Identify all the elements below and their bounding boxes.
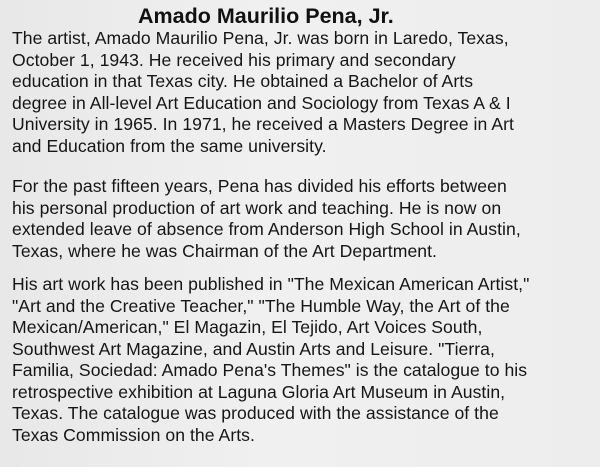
text-line: extended leave of absence from Anderson High School in Austin, — [12, 219, 521, 239]
text-line: October 1, 1943. He received his primary and secondary — [12, 49, 456, 70]
text-line: Texas Commission on the Arts. — [12, 424, 255, 445]
text-line: For the past fifteen years, Pena has divided his efforts between — [12, 176, 507, 196]
paragraph-early-life — [12, 28, 598, 157]
text-line: Mexican/American," El Magazin, El Tejido, Art Voices South, — [12, 317, 483, 337]
text-line: Texas, where he was Chairman of the Art Department. — [12, 240, 437, 261]
text-line: Texas. The catalogue was produced with the assistance of the — [12, 403, 499, 423]
text-line: Southwest Art Magazine, and Austin Arts and Leisure. "Tierra, — [12, 338, 495, 359]
text-line: degree in All-level Art Education and Sociology from Texas A & I — [12, 92, 511, 113]
text-line: University in 1965. In 1971, he received a Masters Degree in Art — [12, 114, 514, 134]
text-line: Familia, Sociedad: Amado Pena's Themes" is the catalogue to his — [12, 360, 528, 380]
paragraph-publications — [12, 274, 598, 446]
text-line: education in that Texas city. He obtained a Bachelor of Arts — [12, 71, 474, 91]
text-line: The artist, Amado Maurilio Pena, Jr. was born in Laredo, Texas, — [12, 28, 509, 48]
paragraph-career — [12, 176, 598, 262]
page-title: Amado Maurilio Pena, Jr. — [138, 4, 394, 28]
text-line: His art work has been published in "The Mexican American Artist," — [12, 274, 530, 294]
text-line: retrospective exhibition at Laguna Gloria Art Museum in Austin, — [12, 381, 506, 402]
text-line: and Education from the same university. — [12, 135, 327, 156]
text-line: his personal production of art work and teaching. He is now on — [12, 197, 502, 218]
text-line: "Art and the Creative Teacher," "The Humble Way, the Art of the — [12, 295, 510, 316]
